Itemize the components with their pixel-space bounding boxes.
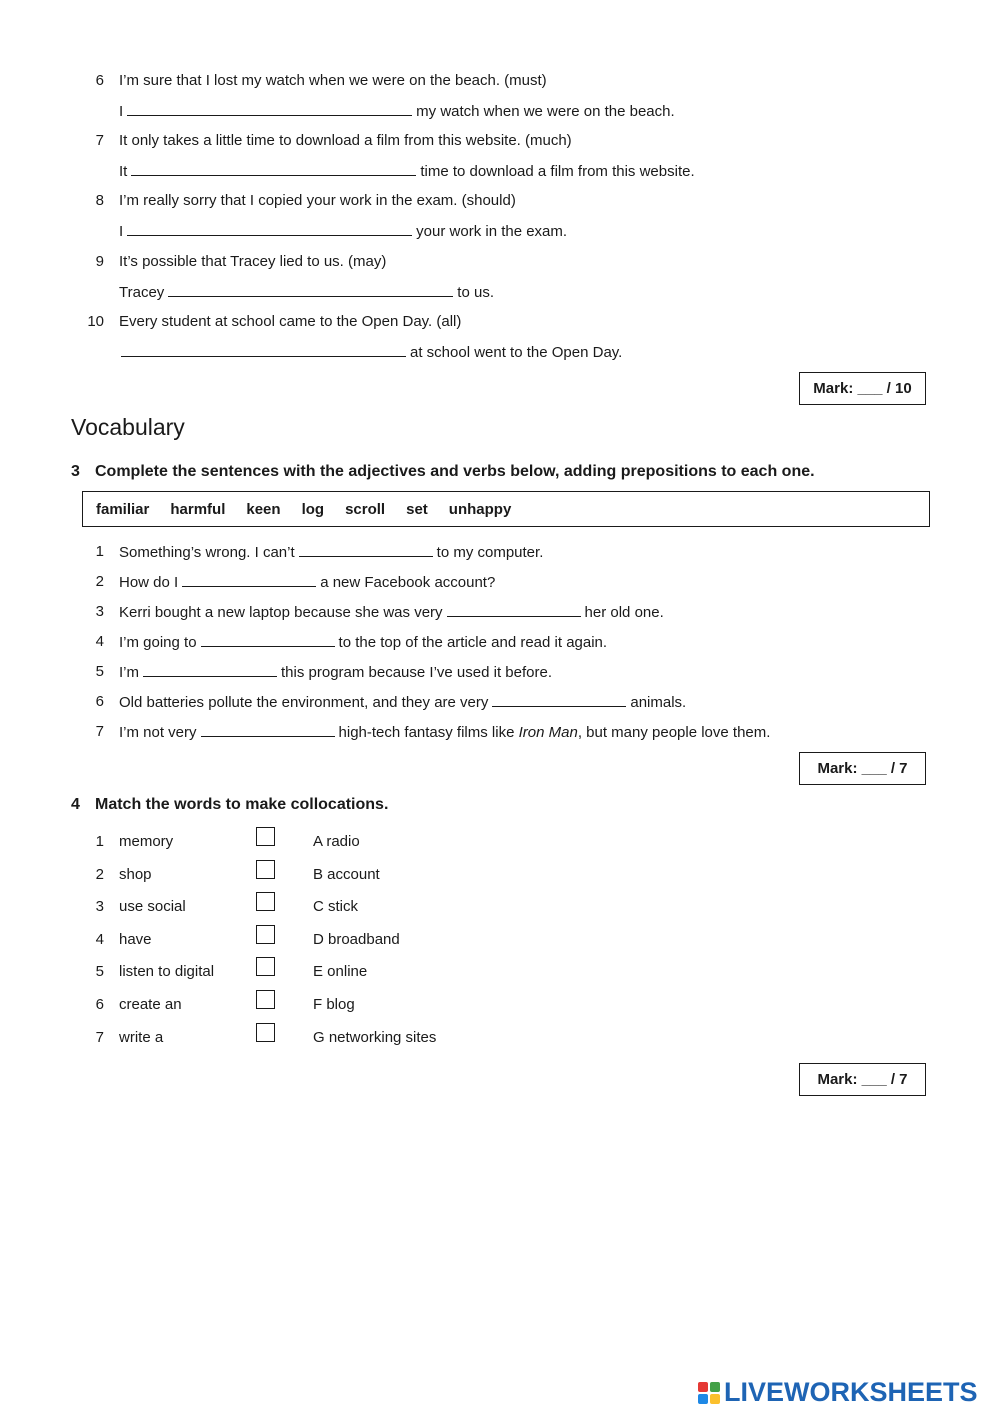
item-number: 6 bbox=[95, 996, 104, 1013]
instruction-text: Match the words to make collocations. bbox=[95, 796, 389, 813]
mark-box: Mark: ___ / 7 bbox=[799, 1063, 926, 1096]
item-number: 6 bbox=[95, 693, 104, 710]
exercise-4-instruction bbox=[71, 796, 388, 814]
item-number: 5 bbox=[95, 963, 104, 980]
answer-blank[interactable] bbox=[492, 693, 626, 707]
word-bank-item: keen bbox=[246, 500, 281, 518]
answer-pre: Tracey bbox=[119, 284, 165, 301]
answer-post: my watch when we were on the beach. bbox=[416, 103, 675, 120]
logo-square bbox=[710, 1382, 720, 1392]
instruction-text: Complete the sentences with the adjectives and verbs below, adding prepositions to each one. bbox=[95, 463, 815, 480]
item-number: 2 bbox=[95, 866, 104, 883]
answer-pre: It bbox=[119, 163, 128, 180]
exercise-number: 4 bbox=[71, 796, 80, 813]
answer-post: your work in the exam. bbox=[416, 223, 568, 240]
answer-blank[interactable] bbox=[182, 573, 316, 587]
collocation-left: have bbox=[119, 931, 152, 948]
item-prompt: Every student at school came to the Open Day. (all) bbox=[119, 313, 462, 330]
sentence-post: her old one. bbox=[584, 604, 664, 621]
fill-sentence bbox=[119, 543, 543, 561]
answer-post: at school went to the Open Day. bbox=[410, 344, 623, 361]
word-bank-item: scroll bbox=[345, 500, 386, 518]
answer-blank[interactable] bbox=[201, 723, 335, 737]
collocation-left: listen to digital bbox=[119, 963, 215, 980]
word-bank-item: log bbox=[301, 500, 325, 518]
answer-line bbox=[121, 343, 622, 361]
film-title: Iron Man bbox=[518, 724, 578, 741]
word-bank-item: set bbox=[406, 500, 428, 518]
logo-text: LIVEWORKSHEETS bbox=[724, 1377, 978, 1407]
item-number: 4 bbox=[95, 931, 104, 948]
fill-sentence bbox=[119, 573, 495, 591]
item-prompt: It only takes a little time to download a film from this website. (much) bbox=[119, 132, 572, 149]
word-bank-item: familiar bbox=[96, 500, 150, 518]
item-prompt: I’m sure that I lost my watch when we were on the beach. (must) bbox=[119, 72, 547, 89]
item-number: 10 bbox=[87, 313, 104, 330]
fill-sentence bbox=[119, 663, 552, 681]
word-bank-item: harmful bbox=[170, 500, 226, 518]
fill-sentence bbox=[119, 723, 770, 741]
answer-checkbox[interactable] bbox=[256, 957, 275, 976]
answer-checkbox[interactable] bbox=[256, 925, 275, 944]
sentence-post: this program because I’ve used it before. bbox=[281, 664, 552, 681]
item-number: 7 bbox=[95, 132, 104, 149]
answer-blank[interactable] bbox=[127, 222, 412, 236]
collocation-left: shop bbox=[119, 866, 152, 883]
item-number: 1 bbox=[95, 833, 104, 850]
logo-square bbox=[710, 1394, 720, 1404]
logo-mark-icon bbox=[698, 1382, 720, 1404]
answer-blank[interactable] bbox=[168, 283, 453, 297]
collocation-right: E online bbox=[313, 963, 368, 980]
answer-blank[interactable] bbox=[447, 603, 581, 617]
item-number: 9 bbox=[95, 253, 104, 270]
collocation-left: create an bbox=[119, 996, 182, 1013]
answer-blank[interactable] bbox=[201, 633, 335, 647]
item-prompt: I’m really sorry that I copied your work in the exam. (should) bbox=[119, 192, 516, 209]
item-number: 3 bbox=[95, 898, 104, 915]
sentence-post: to my computer. bbox=[436, 544, 544, 561]
answer-checkbox[interactable] bbox=[256, 860, 275, 879]
sentence-pre: Kerri bought a new laptop because she was very bbox=[119, 604, 443, 621]
answer-post: time to download a film from this website. bbox=[420, 163, 695, 180]
liveworksheets-logo bbox=[698, 1377, 978, 1408]
answer-line bbox=[119, 283, 494, 301]
section-heading: Vocabulary bbox=[71, 414, 185, 440]
word-bank-item: unhappy bbox=[448, 500, 512, 518]
item-number: 4 bbox=[95, 633, 104, 650]
answer-checkbox[interactable] bbox=[256, 827, 275, 846]
logo-square bbox=[698, 1382, 708, 1392]
sentence-pre: Old batteries pollute the environment, and they are very bbox=[119, 694, 489, 711]
sentence-pre: I’m going to bbox=[119, 634, 197, 651]
collocation-left: use social bbox=[119, 898, 186, 915]
exercise-3-instruction bbox=[71, 463, 815, 481]
fill-sentence bbox=[119, 603, 664, 621]
answer-pre: I bbox=[119, 103, 124, 120]
collocation-right: F blog bbox=[313, 996, 355, 1013]
answer-blank[interactable] bbox=[299, 543, 433, 557]
answer-blank[interactable] bbox=[127, 102, 412, 116]
collocation-right: G networking sites bbox=[313, 1029, 437, 1046]
answer-line bbox=[119, 162, 695, 180]
word-bank bbox=[82, 491, 930, 527]
exercise-number: 3 bbox=[71, 463, 80, 480]
sentence-pre: I’m not very bbox=[119, 724, 197, 741]
mark-box: Mark: ___ / 10 bbox=[799, 372, 926, 405]
collocation-right: D broadband bbox=[313, 931, 400, 948]
item-number: 8 bbox=[95, 192, 104, 209]
item-number: 7 bbox=[95, 723, 104, 740]
item-number: 2 bbox=[95, 573, 104, 590]
collocation-right: C stick bbox=[313, 898, 358, 915]
sentence-post-2: , but many people love them. bbox=[577, 724, 771, 741]
answer-line bbox=[119, 222, 567, 240]
answer-checkbox[interactable] bbox=[256, 1023, 275, 1042]
answer-blank[interactable] bbox=[131, 162, 416, 176]
answer-checkbox[interactable] bbox=[256, 990, 275, 1009]
fill-sentence bbox=[119, 633, 607, 651]
fill-sentence bbox=[119, 693, 686, 711]
mark-box: Mark: ___ / 7 bbox=[799, 752, 926, 785]
answer-post: to us. bbox=[457, 284, 494, 301]
sentence-pre: Something’s wrong. I can’t bbox=[119, 544, 295, 561]
answer-checkbox[interactable] bbox=[256, 892, 275, 911]
item-number: 5 bbox=[95, 663, 104, 680]
item-number: 6 bbox=[95, 72, 104, 89]
sentence-pre: I’m bbox=[119, 664, 139, 681]
answer-blank[interactable] bbox=[143, 663, 277, 677]
collocation-left: write a bbox=[119, 1029, 164, 1046]
logo-square bbox=[698, 1394, 708, 1404]
answer-pre: I bbox=[119, 223, 124, 240]
collocation-right: A radio bbox=[313, 833, 360, 850]
sentence-post: animals. bbox=[630, 694, 687, 711]
answer-line bbox=[119, 102, 675, 120]
item-number: 3 bbox=[95, 603, 104, 620]
sentence-post: to the top of the article and read it again. bbox=[338, 634, 608, 651]
item-prompt: It’s possible that Tracey lied to us. (may) bbox=[119, 253, 387, 270]
sentence-pre: How do I bbox=[119, 574, 179, 591]
item-number: 1 bbox=[95, 543, 104, 560]
collocation-right: B account bbox=[313, 866, 380, 883]
item-number: 7 bbox=[95, 1029, 104, 1046]
sentence-post: a new Facebook account? bbox=[320, 574, 496, 591]
sentence-post: high-tech fantasy films like bbox=[338, 724, 515, 741]
collocation-left: memory bbox=[119, 833, 174, 850]
answer-blank[interactable] bbox=[121, 343, 406, 357]
